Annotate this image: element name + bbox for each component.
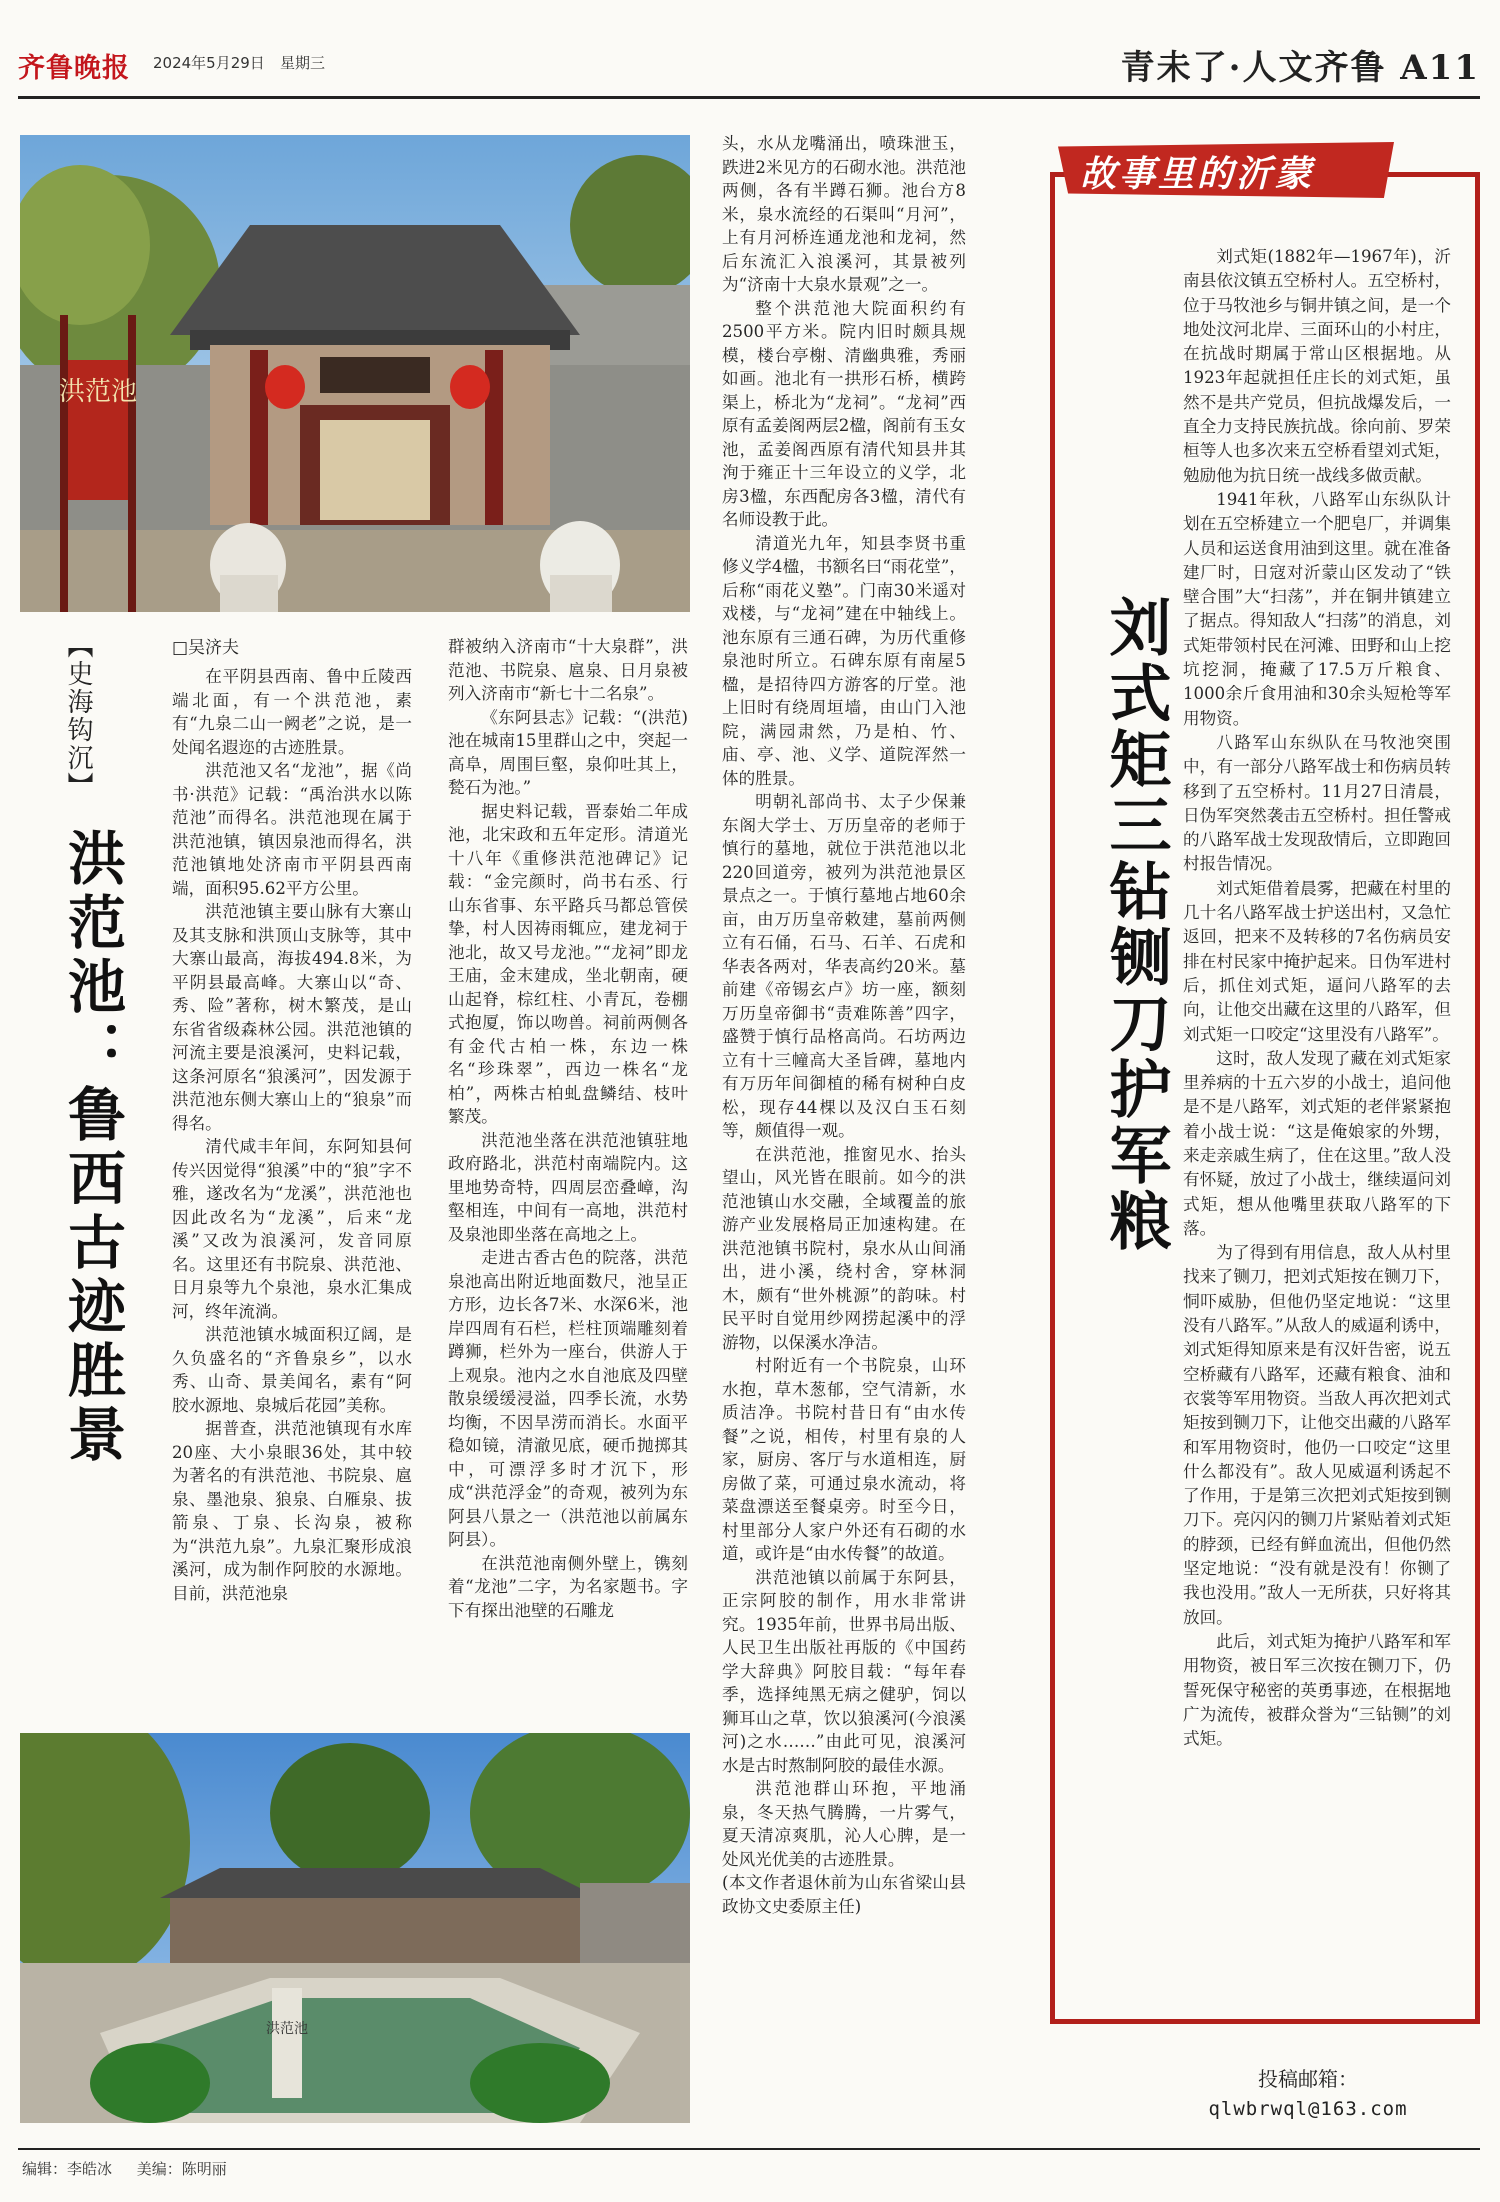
paragraph: 洪范池又名“龙池”，据《尚书·洪范》记载：“禹治洪水以陈范池”而得名。洪范池现在属于洪范池镇，镇因泉池而得名，洪范池镇地处济南市平阴县西南端，面积95.62平方公里。 xyxy=(172,761,412,898)
article-column-1 xyxy=(172,665,412,1605)
article-column-2 xyxy=(448,635,688,1622)
paragraph: 《东阿县志》记载：“(洪范)池在城南15里群山之中，突起一高阜，周围巨壑，泉仰吐其上，甃石为池。” xyxy=(448,707,688,797)
temple-gate-photo xyxy=(20,135,690,612)
contact-email[interactable]: qlwbrwql@163.com xyxy=(1208,2098,1408,2120)
paragraph: 整个洪范池大院面积约有2500平方米。院内旧时颇具规模，楼台亭榭、清幽典雅，秀丽如画。池北有一拱形石桥，横跨渠上，桥北为“龙祠”。“龙祠”西原有孟姜阁两层2楹，阁前有玉女池，孟姜阁西原有清代知县井其洵于雍正十三年设立的义学，北房3楹，东西配房各3楹，清代有名师设教于此。 xyxy=(722,298,966,529)
column-banner-title: 故事里的沂蒙 xyxy=(1080,153,1315,195)
paragraph: 据普查，洪范池镇现有水库20座、大小泉眼36处，其中较为著名的有洪范池、书院泉、扈泉、墨池泉、狼泉、白雁泉、拔箭泉、丁泉、长沟泉，被称为“洪范九泉”。九泉汇聚形成浪溪河，成为制作阿胶的水源地。目前，洪范池泉 xyxy=(172,1419,412,1603)
paragraph: 洪范池镇水城面积辽阔，是久负盛名的“齐鲁泉乡”，以水秀、山奇、景美闻名，素有“阿胶水源地、泉城后花园”美称。 xyxy=(172,1325,412,1415)
paragraph: 在洪范池南侧外壁上，镌刻着“龙池”二字，为名家题书。字下有探出池壁的石雕龙 xyxy=(448,1553,688,1620)
editor-credit: 编辑：李皓冰 xyxy=(22,2160,113,2178)
paragraph: 明朝礼部尚书、太子少保兼东阁大学士、万历皇帝的老师于慎行的墓地，就位于洪范池以北220回道旁，被列为洪范池景区景点之一。于慎行墓地占地60余亩，由万历皇帝敕建，墓前两侧立有石俑，石马、石羊、石虎和华表各两对，华表高约20米。墓前建《帝锡玄卢》坊一座，额刻万历皇帝御书“责难陈善”四字，盛赞于慎行品格高尚。石坊两边立有十三幢高大圣旨碑，墓地内有万历年间御植的稀有树种白皮松，现存44棵以及汉白玉石刻等，颇值得一观。 xyxy=(722,792,966,1140)
paragraph: 洪范池镇主要山脉有大寨山及其支脉和洪顶山支脉等，其中大寨山最高，海拔494.8米，为平阴县最高峰。大寨山以“奇、秀、险”著称，树木繁茂，是山东省省级森林公园。洪范池镇的河流主要是浪溪河，史料记载，这条河原名“狼溪河”，因发源于洪范池东侧大寨山上的“狼泉”而得名。 xyxy=(172,902,412,1133)
paragraph: 为了得到有用信息，敌人从村里找来了铡刀，把刘式矩按在铡刀下，恫吓威胁，但他仍坚定地说：“这里没有八路军。”从敌人的威逼利诱中，刘式矩得知原来是有汉奸告密，说五空桥藏有八路军，还藏有粮食、油和衣裳等军用物资。当敌人再次把刘式矩按到铡刀下，让他交出藏的八路军和军用物资时，他仍一口咬定“这里什么都没有”。敌人见威逼利诱起不了作用，于是第三次把刘式矩按到铡刀下。亮闪闪的铡刀片紧贴着刘式矩的脖颈，已经有鲜血流出，但他仍然坚定地说：“没有就是没有！你铡了我也没用。”敌人一无所获，只好将其放回。 xyxy=(1183,1243,1451,1627)
issue-date: 2024年5月29日 xyxy=(153,54,265,72)
designer-credit: 美编：陈明丽 xyxy=(136,2160,227,2178)
paragraph: 清道光九年，知县李贤书重修义学4楹，书额名曰“雨花堂”，后称“雨花义塾”。门南30米遥对戏楼，与“龙祠”建在中轴线上。池东原有三通石碑，为历代重修泉池时所立。石碑东原有南屋5楹，是招待四方游客的厅堂。池上旧时有绕周垣墙，由山门入池院，满园肃然，乃是柏、竹、庙、亭、池、义学、道院浑然一体的胜景。 xyxy=(722,533,966,788)
paragraph: 在平阴县西南、鲁中丘陵西端北面，有一个洪范池，素有“九泉二山一阙老”之说，是一处闻名遐迩的古迹胜景。 xyxy=(172,667,412,757)
paragraph: 刘式矩(1882年—1967年)，沂南县依汶镇五空桥村人。五空桥村，位于马牧池乡与铜井镇之间，是一个地处汶河北岸、三面环山的小村庄，在抗战时期属于常山区根据地。从1923年起就担任庄长的刘式矩，虽然不是共产党员，但抗战爆发后，一直全力支持民族抗战。徐向前、罗荣桓等人也多次来五空桥看望刘式矩，勉励他为抗日统一战线多做贡献。 xyxy=(1183,247,1451,485)
article-column-3 xyxy=(722,132,966,1918)
pool-courtyard-photo xyxy=(20,1733,690,2123)
paragraph: 清代咸丰年间，东阿知县何传兴因觉得“狼溪”中的“狼”字不雅，遂改名为“龙溪”，洪范池也因此改名为“龙溪”，后来“龙溪”又改为浪溪河，发音同原名。这里还有书院泉、洪范池、日月泉等九个泉池，泉水汇集成河，终年流淌。 xyxy=(172,1137,412,1321)
paragraph: 头，水从龙嘴涌出，喷珠泄玉，跌进2米见方的石砌水池。洪范池两侧，各有半蹲石狮。池台方8米，泉水流经的石渠叫“月河”，上有月河桥连通龙池和龙祠，然后东流汇入浪溪河，其景被列为“济南十大泉水景观”之一。 xyxy=(722,134,966,294)
paragraph: 据史料记载，晋泰始二年成池，北宋政和五年定形。清道光十八年《重修洪范池碑记》记载：“金完颜时，尚书右丞、行山东省事、东平路兵马都总管侯挚，村人因祷雨辄应，建龙祠于池北，故又号龙池。”“龙祠”即龙王庙，金末建成，坐北朝南，硬山起脊，棕红柱、小青瓦，卷棚式抱厦，饰以吻兽。祠前两侧各有金代古柏一株，东边一株名“珍珠翠”，西边一株名“龙柏”，两株古柏虬盘鳞结、枝叶繁茂。 xyxy=(448,801,688,1126)
paragraph: 八路军山东纵队在马牧池突围中，有一部分八路军战士和伤病员转移到了五空桥村。11月27日清晨，日伪军突然袭击五空桥村。担任警戒的八路军战士发现敌情后，立即跑回村报告情况。 xyxy=(1183,732,1451,874)
page-header xyxy=(18,38,1480,98)
paragraph: 此后，刘式矩为掩护八路军和军用物资，被日军三次按在铡刀下，仍誓死保守秘密的英勇事迹，在根据地广为流传，被群众誉为“三钻铡”的刘式矩。 xyxy=(1183,1631,1451,1749)
paragraph: 刘式矩借着晨雾，把藏在村里的几十名八路军战士护送出村，又急忙返回，把来不及转移的7名伤病员安排在村民家中掩护起来。日伪军进村后，抓住刘式矩，逼问八路军的去向，让他交出藏在这里的八路军，但刘式矩一口咬定“这里没有八路军”。 xyxy=(1183,878,1451,1044)
newspaper-logo: 齐鲁晚报 xyxy=(18,53,130,84)
paragraph: 1941年秋，八路军山东纵队计划在五空桥建立一个肥皂厂，并调集人员和运送食用油到这里。就在准备建厂时，日寇对沂蒙山区发动了“铁壁合围”大“扫荡”，并在铜井镇建立了据点。得知敌人“扫荡”的消息，刘式矩带领村民在河滩、田野和山上挖坑挖洞，掩藏了17.5万斤粮食、1000余斤食用油和30余头短枪等军用物资。 xyxy=(1183,489,1451,728)
stele-text: 洪范池 xyxy=(266,2021,308,2037)
paragraph: 在洪范池，推窗见水、抬头望山，风光皆在眼前。如今的洪范池镇山水交融，全域覆盖的旅游产业发展格局正加速构建。在洪范池镇书院村，泉水从山间涌出，进小溪，绕村舍，穿林洞木，颇有“世外桃源”的韵味。村民平时自觉用纱网捞起溪中的浮游物，以保溪水净洁。 xyxy=(722,1144,966,1352)
footer-rule xyxy=(18,2148,1480,2150)
issue-weekday: 星期三 xyxy=(280,54,326,72)
paragraph: 群被纳入济南市“十大泉群”，洪范池、书院泉、扈泉、日月泉被列入济南市“新七十二名泉”。 xyxy=(448,637,688,703)
contact-label: 投稿邮箱： xyxy=(1258,2067,1358,2091)
submission-contact xyxy=(1188,2064,1428,2124)
article-headline: 洪范池：鲁西古迹胜景 xyxy=(58,828,126,1468)
paragraph: 走进古香古色的院落，洪范泉池高出附近地面数尺，池呈正方形，边长各7米、水深6米，池岸四周有石栏，栏柱顶端雕刻着蹲狮，栏外为一座台，供游人于上观泉。池内之水自池底及四壁散泉缓缓浸溢，四季长流，水势均衡，不因旱涝而消长。水面平稳如镜，清澈见底，硬币抛掷其中，可漂浮多时才沉下，形成“洪范浮金”的奇观，被列为东阿县八景之一（洪范池以前属东阿县）。 xyxy=(448,1248,688,1549)
feature-body xyxy=(1183,245,1451,1751)
feature-headline: 刘式矩三钻铡刀护军粮 xyxy=(1099,595,1172,1255)
gate-sign-char: 洪范池 xyxy=(58,377,138,407)
paragraph: 村附近有一个书院泉，山环水抱，草木葱郁，空气清新，水质洁净。书院村昔日有“由水传餐”之说，相传，村里有泉的人家，厨房、客厅与水道相连，厨房做了菜，可通过泉水流动，将菜盘漂送至餐桌旁。时至今日，村里部分人家户外还有石砌的水道，或许是“由水传餐”的故道。 xyxy=(722,1356,966,1563)
header-rule xyxy=(18,96,1480,99)
paragraph: 洪范池群山环抱，平地涌泉，冬天热气腾腾，一片雾气，夏天清凉爽肌，沁人心脾，是一处风光优美的古迹胜景。 xyxy=(722,1779,966,1869)
paragraph: 洪范池坐落在洪范池镇驻地政府路北，洪范村南端院内。这里地势奇特，四周层峦叠嶂，沟壑相连，中间有一高地，洪范村及泉池即坐落在高地之上。 xyxy=(448,1130,688,1244)
paragraph: 洪范池镇以前属于东阿县，正宗阿胶的制作，用水非常讲究。1935年前，世界书局出版、人民卫生出版社再版的《中国药学大辞典》阿胶目载：“每年春季，选择纯黑无病之健驴，饲以狮耳山之草，饮以狼溪河(今浪溪河)之水……”由此可见，浪溪河水是古时熬制阿胶的最佳水源。 xyxy=(722,1567,966,1775)
column-name: 【史海钩沉】 xyxy=(63,632,93,800)
paragraph: 这时，敌人发现了藏在刘式矩家里养病的十五六岁的小战士，追问他是不是八路军，刘式矩的老伴紧紧抱着小战士说：“这是俺娘家的外甥，来走亲戚生病了，住在这里。”敌人没有怀疑，放过了小战士，继续逼问刘式矩，想从他嘴里获取八路军的下落。 xyxy=(1183,1048,1451,1238)
page-footer xyxy=(22,2158,247,2179)
section-title: 青未了·人文齐鲁 A11 xyxy=(1120,48,1480,88)
article-author: □吴济夫 xyxy=(172,638,240,658)
author-note: (本文作者退休前为山东省梁山县政协文史委原主任) xyxy=(722,1873,966,1916)
